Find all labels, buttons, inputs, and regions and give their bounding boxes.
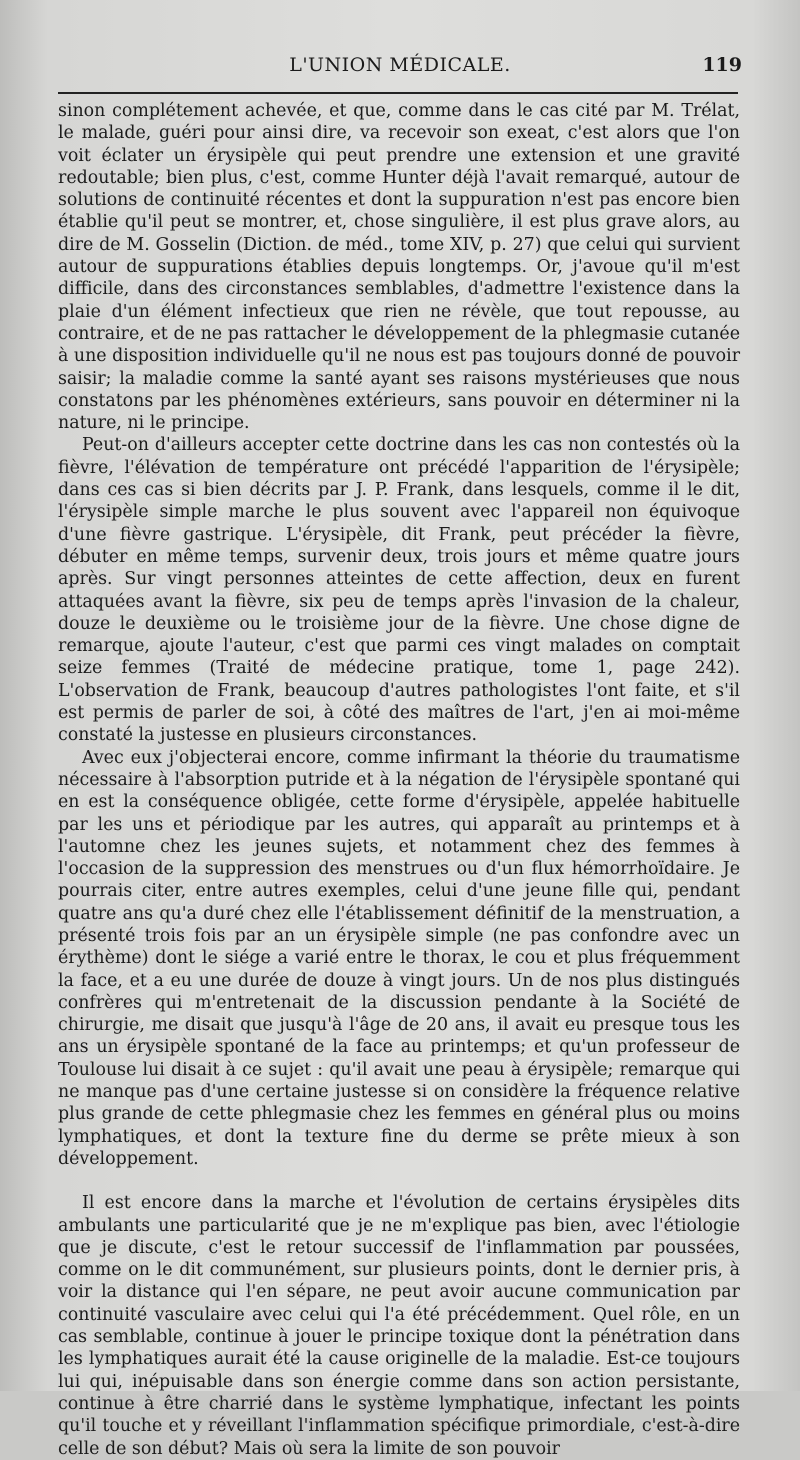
- header-rule: [58, 92, 738, 94]
- paragraph-ambulant-erysipelas: Il est encore dans la marche et l'évolution de certains érysipèles dits ambulants une particularité que je ne m'explique pas bien, avec l'étiologie que je discute, c'est le retour successif de l'inflammation par poussées, comme on le dit communément, sur plusieurs points, dont le dernier pris, à voir la distance qui l'en sépare, ne peut avoir aucune communication par continuité vasculaire avec celui qui l'a été précédemment. Quel rôle, en un cas semblable, continue à jouer le principe toxique dont la pénétration dans les lymphatiques aurait été la cause originelle de la maladie. Est-ce toujours lui qui, inépuisable dans son énergie comme dans son action persistante, continue à être charrié dans le système lymphatique, infectant les points qu'il touche et y réveillant l'inflammation spécifique primordiale, c'est-à-dire celle de son début? Mais où sera la limite de son pouvoir: [58, 1193, 740, 1459]
- article-body: [58, 100, 740, 1460]
- paragraph-frank: Peut-on d'ailleurs accepter cette doctrine dans les cas non contestés où la fièvre, l'élévation de température ont précédé l'apparition de l'érysipèle; dans ces cas si bien décrits par J. P. Frank, dans lesquels, comme il le dit, l'érysipèle simple marche le plus souvent avec l'appareil non équivoque d'une fièvre gastrique. L'érysipèle, dit Frank, peut précéder la fièvre, débuter en même temps, survenir deux, trois jours et même quatre jours après. Sur vingt personnes atteintes de cette affection, deux en furent attaquées avant la fièvre, six peu de temps après l'invasion de la chaleur, douze le deuxième ou le troisième jour de la fièvre. Une chose digne de remarque, ajoute l'auteur, c'est que parmi ces vingt malades on comptait seize femmes (Traité de médecine pratique, tome 1, page 242). L'observation de Frank, beaucoup d'autres pathologistes l'ont faite, et s'il est permis de parler de soi, à côté des maîtres de l'art, j'en ai moi-même constaté la justesse en plusieurs circonstances.: [58, 435, 740, 746]
- paragraph-spontaneous-erysipelas: Avec eux j'objecterai encore, comme infirmant la théorie du traumatisme nécessaire à l'absorption putride et à la négation de l'érysipèle spontané qui en est la conséquence obligée, cette forme d'érysipèle, appelée habituelle par les uns et périodique par les autres, qui apparaît au printemps et à l'automne chez les jeunes sujets, et notamment chez des femmes à l'occasion de la suppression des menstrues ou d'un flux hémorrhoïdaire. Je pourrais citer, entre autres exemples, celui d'une jeune fille qui, pendant quatre ans qu'a duré chez elle l'établissement définitif de la menstruation, a présenté trois fois par an un érysipèle simple (ne pas confondre avec un érythème) dont le siége a varié entre le thorax, le cou et plus fréquemment la face, et a eu une durée de douze à vingt jours. Un de nos plus distingués confrères qui m'entretenait de la discussion pendante à la Société de chirurgie, me disait que jusqu'à l'âge de 20 ans, il avait eu presque tous les ans un érysipèle spontané de la face au printemps; et qu'un professeur de Toulouse lui disait à ce sujet : qu'il avait une peau à érysipèle; remarque qui ne manque pas d'une certaine justesse si on considère la fréquence relative plus grande de cette phlegmasie chez les femmes en général plus ou moins lymphatiques, et dont la texture fine du derme se prête mieux à son développement.: [58, 747, 740, 1169]
- running-header: [58, 54, 742, 86]
- journal-title: L'UNION MÉDICALE.: [289, 54, 511, 76]
- page-number: 119: [702, 54, 742, 76]
- paragraph-continued: sinon complétement achevée, et que, comme dans le cas cité par M. Trélat, le malade, guéri pour ainsi dire, va recevoir son exeat, c'est alors que l'on voit éclater un érysipèle qui peut prendre une extension et une gravité redoutable; bien plus, c'est, comme Hunter déjà l'avait remarqué, autour de solutions de continuité récentes et dont la suppuration n'est pas encore bien établie qu'il peut se montrer, et, chose singulière, il est plus grave alors, au dire de M. Gosselin (Diction. de méd., tome XIV, p. 27) que celui qui survient autour de suppurations établies depuis longtemps. Or, j'avoue qu'il m'est difficile, dans des circonstances semblables, d'admettre l'existence dans la plaie d'un élément infectieux que rien ne révèle, que tout repousse, au contraire, et de ne pas rattacher le développement de la phlegmasie cutanée à une disposition individuelle qu'il ne nous est pas toujours donné de pouvoir saisir; la maladie comme la santé ayant ses raisons mystérieuses que nous constatons par les phénomènes extérieurs, sans pouvoir en déterminer ni la nature, ni le principe.: [58, 101, 741, 434]
